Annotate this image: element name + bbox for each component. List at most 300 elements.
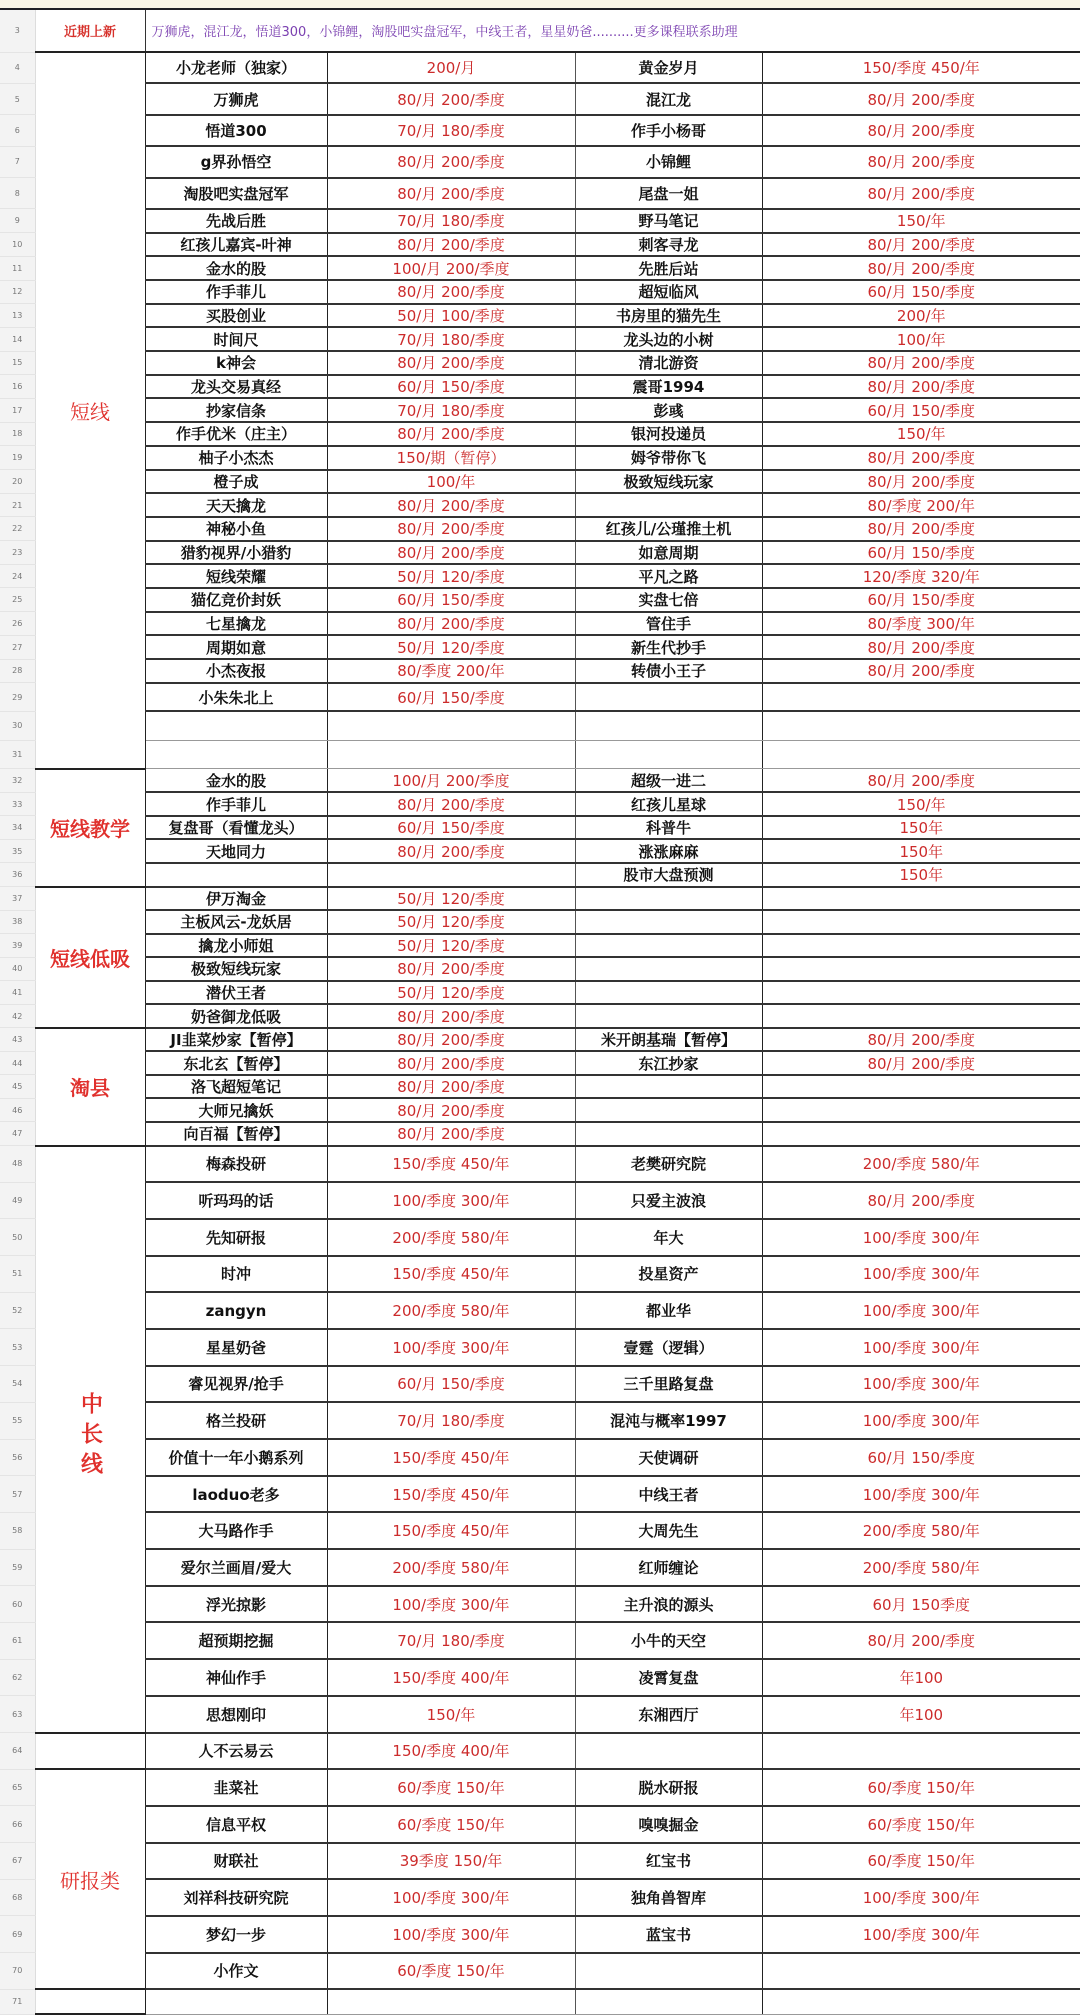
course-price-cell[interactable]: 70/月 180/季度 — [327, 1402, 575, 1439]
course-name-cell[interactable] — [575, 934, 762, 958]
course-price-cell[interactable]: 60/月 150/季度 — [762, 280, 1080, 304]
course-price-cell[interactable] — [762, 1075, 1080, 1099]
course-price-cell[interactable]: 100/季度 300/年 — [762, 1402, 1080, 1439]
course-price-cell[interactable]: 50/月 120/季度 — [327, 887, 575, 911]
course-name-cell[interactable]: 洛飞超短笔记 — [145, 1075, 327, 1099]
row-number[interactable]: 35 — [0, 839, 35, 863]
course-price-cell[interactable]: 80/月 200/季度 — [762, 233, 1080, 257]
course-name-cell[interactable]: 书房里的猫先生 — [575, 304, 762, 328]
category-cell[interactable] — [35, 1028, 145, 1146]
row-number[interactable]: 23 — [0, 541, 35, 565]
course-name-cell[interactable]: 大周先生 — [575, 1512, 762, 1549]
course-price-cell[interactable]: 50/月 120/季度 — [327, 564, 575, 588]
course-price-cell[interactable]: 80/月 200/季度 — [762, 1028, 1080, 1052]
course-name-cell[interactable]: 梅森投研 — [145, 1146, 327, 1183]
course-price-cell[interactable]: 200/季度 580/年 — [327, 1219, 575, 1256]
course-price-cell[interactable]: 39季度 150/年 — [327, 1843, 575, 1880]
course-price-cell[interactable]: 80/月 200/季度 — [762, 769, 1080, 793]
course-price-cell[interactable]: 80/月 200/季度 — [327, 612, 575, 636]
course-price-cell[interactable]: 60/季度 150/年 — [762, 1843, 1080, 1880]
course-price-cell[interactable]: 80/月 200/季度 — [327, 541, 575, 565]
row-number[interactable]: 42 — [0, 1004, 35, 1028]
course-name-cell[interactable]: 柚子小杰杰 — [145, 446, 327, 470]
course-name-cell[interactable]: 壹霆（逻辑） — [575, 1329, 762, 1366]
row-number[interactable]: 20 — [0, 470, 35, 494]
course-price-cell[interactable]: 60/月 150/季度 — [327, 683, 575, 712]
course-name-cell[interactable]: 潜伏王者 — [145, 981, 327, 1005]
course-price-cell[interactable]: 80/月 200/季度 — [762, 446, 1080, 470]
course-price-cell[interactable]: 80/月 200/季度 — [762, 1182, 1080, 1219]
row-number[interactable]: 69 — [0, 1916, 35, 1953]
course-name-cell[interactable]: 如意周期 — [575, 541, 762, 565]
course-price-cell[interactable]: 80/月 200/季度 — [327, 1028, 575, 1052]
course-price-cell[interactable]: 60/季度 150/年 — [327, 1806, 575, 1843]
course-name-cell[interactable]: 震哥1994 — [575, 375, 762, 399]
course-price-cell[interactable] — [327, 740, 575, 769]
course-name-cell[interactable]: 科普牛 — [575, 816, 762, 840]
course-price-cell[interactable]: 年100 — [762, 1659, 1080, 1696]
course-price-cell[interactable] — [762, 1733, 1080, 1770]
course-name-cell[interactable] — [575, 1075, 762, 1099]
course-name-cell[interactable]: k神会 — [145, 351, 327, 375]
course-price-cell[interactable]: 60/月 150/季度 — [327, 375, 575, 399]
row-number[interactable]: 50 — [0, 1219, 35, 1256]
course-price-cell[interactable]: 100/季度 300/年 — [762, 1366, 1080, 1403]
course-price-cell[interactable]: 150/年 — [327, 1696, 575, 1733]
course-price-cell[interactable]: 80/月 200/季度 — [327, 1051, 575, 1075]
course-name-cell[interactable]: 先战后胜 — [145, 209, 327, 233]
course-name-cell[interactable]: 时冲 — [145, 1256, 327, 1293]
course-name-cell[interactable]: 姆爷带你飞 — [575, 446, 762, 470]
course-price-cell[interactable]: 60/月 150/季度 — [762, 1439, 1080, 1476]
row-number[interactable]: 11 — [0, 256, 35, 280]
course-name-cell[interactable]: 金水的股 — [145, 769, 327, 793]
course-name-cell[interactable]: zangyn — [145, 1292, 327, 1329]
course-price-cell[interactable]: 100/季度 300/年 — [327, 1586, 575, 1623]
course-price-cell[interactable]: 150/年 — [762, 792, 1080, 816]
row-number[interactable]: 40 — [0, 957, 35, 981]
course-name-cell[interactable]: 猫亿竞价封妖 — [145, 588, 327, 612]
course-price-cell[interactable]: 80/月 200/季度 — [327, 957, 575, 981]
course-price-cell[interactable]: 100/月 200/季度 — [327, 256, 575, 280]
course-price-cell[interactable]: 150/季度 450/年 — [327, 1256, 575, 1293]
course-price-cell[interactable] — [762, 740, 1080, 769]
course-price-cell[interactable]: 100/年 — [762, 327, 1080, 351]
course-price-cell[interactable]: 80/季度 300/年 — [762, 612, 1080, 636]
course-name-cell[interactable] — [145, 863, 327, 887]
course-name-cell[interactable]: 周期如意 — [145, 635, 327, 659]
course-price-cell[interactable]: 80/月 200/季度 — [762, 178, 1080, 209]
course-price-cell[interactable]: 80/月 200/季度 — [762, 659, 1080, 683]
row-number[interactable]: 44 — [0, 1051, 35, 1075]
row-number[interactable]: 6 — [0, 115, 35, 146]
course-name-cell[interactable]: 超级一进二 — [575, 769, 762, 793]
course-name-cell[interactable]: 三千里路复盘 — [575, 1366, 762, 1403]
row-number[interactable]: 63 — [0, 1696, 35, 1733]
course-price-cell[interactable]: 150年 — [762, 863, 1080, 887]
course-price-cell[interactable]: 60/月 150/季度 — [762, 541, 1080, 565]
course-price-cell[interactable]: 150/期（暂停） — [327, 446, 575, 470]
course-name-cell[interactable]: 人不云易云 — [145, 1733, 327, 1770]
course-name-cell[interactable]: 格兰投研 — [145, 1402, 327, 1439]
course-name-cell[interactable]: 向百福【暂停】 — [145, 1122, 327, 1146]
row-number[interactable]: 65 — [0, 1769, 35, 1806]
course-price-cell[interactable]: 150/季度 400/年 — [327, 1659, 575, 1696]
course-name-cell[interactable]: 刘祥科技研究院 — [145, 1879, 327, 1916]
course-price-cell[interactable] — [327, 1989, 575, 2014]
course-price-cell[interactable]: 50/月 120/季度 — [327, 934, 575, 958]
course-name-cell[interactable]: 先知研报 — [145, 1219, 327, 1256]
category-cell[interactable] — [35, 52, 145, 769]
row-number[interactable]: 57 — [0, 1476, 35, 1513]
course-name-cell[interactable]: 实盘七倍 — [575, 588, 762, 612]
course-price-cell[interactable]: 150/季度 450/年 — [327, 1146, 575, 1183]
course-name-cell[interactable]: 刺客寻龙 — [575, 233, 762, 257]
course-name-cell[interactable]: 天地同力 — [145, 839, 327, 863]
category-cell[interactable] — [35, 887, 145, 1028]
course-price-cell[interactable]: 120/季度 320/年 — [762, 564, 1080, 588]
course-price-cell[interactable]: 80/月 200/季度 — [762, 1051, 1080, 1075]
course-name-cell[interactable]: 年大 — [575, 1219, 762, 1256]
course-price-cell[interactable] — [762, 683, 1080, 712]
course-price-cell[interactable]: 80/月 200/季度 — [327, 1004, 575, 1028]
course-price-cell[interactable] — [762, 1098, 1080, 1122]
course-price-cell[interactable]: 150/季度 450/年 — [327, 1512, 575, 1549]
category-cell[interactable] — [35, 1733, 145, 1770]
row-number[interactable]: 16 — [0, 375, 35, 399]
row-number[interactable]: 68 — [0, 1879, 35, 1916]
course-name-cell[interactable]: 万狮虎 — [145, 83, 327, 114]
course-price-cell[interactable] — [762, 957, 1080, 981]
course-price-cell[interactable] — [762, 1989, 1080, 2014]
course-price-cell[interactable]: 80/月 200/季度 — [762, 635, 1080, 659]
course-price-cell[interactable]: 200/季度 580/年 — [327, 1292, 575, 1329]
course-name-cell[interactable]: 听玛玛的话 — [145, 1182, 327, 1219]
row-number[interactable]: 71 — [0, 1989, 35, 2014]
course-price-cell[interactable]: 200/季度 580/年 — [762, 1512, 1080, 1549]
course-name-cell[interactable]: 黄金岁月 — [575, 52, 762, 83]
row-number[interactable]: 29 — [0, 683, 35, 712]
course-name-cell[interactable]: 猎豹视界/小猎豹 — [145, 541, 327, 565]
recent-new-label[interactable]: 近期上新 — [35, 10, 145, 52]
course-name-cell[interactable]: 红师缠论 — [575, 1549, 762, 1586]
course-name-cell[interactable]: 红孩儿星球 — [575, 792, 762, 816]
course-name-cell[interactable] — [575, 1004, 762, 1028]
course-price-cell[interactable]: 80/季度 200/年 — [327, 659, 575, 683]
course-name-cell[interactable]: 天使调研 — [575, 1439, 762, 1476]
course-price-cell[interactable]: 80/月 200/季度 — [762, 470, 1080, 494]
row-number[interactable]: 18 — [0, 422, 35, 446]
course-name-cell[interactable]: 悟道300 — [145, 115, 327, 146]
course-price-cell[interactable]: 80/月 200/季度 — [327, 146, 575, 177]
course-price-cell[interactable]: 70/月 180/季度 — [327, 1622, 575, 1659]
course-name-cell[interactable]: 嗅嗅掘金 — [575, 1806, 762, 1843]
course-price-cell[interactable]: 200/季度 580/年 — [327, 1549, 575, 1586]
course-price-cell[interactable]: 80/月 200/季度 — [762, 1622, 1080, 1659]
course-name-cell[interactable]: 新生代抄手 — [575, 635, 762, 659]
course-price-cell[interactable]: 50/月 120/季度 — [327, 635, 575, 659]
course-price-cell[interactable]: 150/季度 450/年 — [327, 1439, 575, 1476]
course-price-cell[interactable]: 100/季度 300/年 — [762, 1256, 1080, 1293]
course-name-cell[interactable] — [575, 1098, 762, 1122]
course-name-cell[interactable]: 淘股吧实盘冠军 — [145, 178, 327, 209]
course-name-cell[interactable]: 超短临风 — [575, 280, 762, 304]
row-number[interactable]: 48 — [0, 1146, 35, 1183]
course-price-cell[interactable]: 60/季度 150/年 — [762, 1769, 1080, 1806]
course-name-cell[interactable]: 时间尺 — [145, 327, 327, 351]
category-cell[interactable] — [35, 1146, 145, 1733]
course-price-cell[interactable]: 100/季度 300/年 — [327, 1879, 575, 1916]
course-price-cell[interactable]: 100/季度 300/年 — [762, 1292, 1080, 1329]
course-name-cell[interactable]: 投星资产 — [575, 1256, 762, 1293]
course-name-cell[interactable]: 清北游资 — [575, 351, 762, 375]
course-price-cell[interactable]: 200/月 — [327, 52, 575, 83]
course-price-cell[interactable]: 200/年 — [762, 304, 1080, 328]
course-name-cell[interactable]: 转债小王子 — [575, 659, 762, 683]
course-price-cell[interactable]: 100/季度 300/年 — [327, 1182, 575, 1219]
course-price-cell[interactable]: 100/月 200/季度 — [327, 769, 575, 793]
row-number[interactable]: 54 — [0, 1366, 35, 1403]
course-price-cell[interactable]: 60/月 150/季度 — [327, 816, 575, 840]
course-name-cell[interactable]: 龙头边的小树 — [575, 327, 762, 351]
course-price-cell[interactable]: 70/月 180/季度 — [327, 398, 575, 422]
course-name-cell[interactable]: 蓝宝书 — [575, 1916, 762, 1953]
course-name-cell[interactable]: 红宝书 — [575, 1843, 762, 1880]
course-price-cell[interactable]: 60/季度 150/年 — [327, 1953, 575, 1990]
row-number[interactable]: 30 — [0, 711, 35, 740]
course-price-cell[interactable] — [762, 887, 1080, 911]
course-price-cell[interactable]: 80/月 200/季度 — [327, 839, 575, 863]
course-name-cell[interactable]: 韭菜社 — [145, 1769, 327, 1806]
course-price-cell[interactable]: 150/年 — [762, 209, 1080, 233]
course-price-cell[interactable]: 100/季度 300/年 — [762, 1219, 1080, 1256]
course-name-cell[interactable]: 价值十一年小鹅系列 — [145, 1439, 327, 1476]
row-number[interactable]: 62 — [0, 1659, 35, 1696]
row-number[interactable]: 51 — [0, 1256, 35, 1293]
course-name-cell[interactable]: 只爱主波浪 — [575, 1182, 762, 1219]
course-name-cell[interactable]: 极致短线玩家 — [575, 470, 762, 494]
course-name-cell[interactable]: 浮光掠影 — [145, 1586, 327, 1623]
row-number[interactable]: 38 — [0, 910, 35, 934]
course-price-cell[interactable]: 80/月 200/季度 — [762, 351, 1080, 375]
course-name-cell[interactable] — [575, 1953, 762, 1990]
course-price-cell[interactable]: 50/月 120/季度 — [327, 910, 575, 934]
course-name-cell[interactable]: 短线荣耀 — [145, 564, 327, 588]
course-price-cell[interactable]: 150年 — [762, 839, 1080, 863]
row-number[interactable]: 31 — [0, 740, 35, 769]
course-name-cell[interactable]: 作手菲儿 — [145, 280, 327, 304]
course-price-cell[interactable]: 80/月 200/季度 — [762, 517, 1080, 541]
course-name-cell[interactable]: 中线王者 — [575, 1476, 762, 1513]
course-name-cell[interactable]: 七星擒龙 — [145, 612, 327, 636]
course-name-cell[interactable]: 财联社 — [145, 1843, 327, 1880]
recent-new-text[interactable]: 万狮虎，混江龙，悟道300，小锦鲤，淘股吧实盘冠军，中线王者，星星奶爸..........更多课程联系助理 — [145, 10, 1080, 52]
course-name-cell[interactable]: 东江抄家 — [575, 1051, 762, 1075]
course-name-cell[interactable]: 独角兽智库 — [575, 1879, 762, 1916]
course-price-cell[interactable] — [762, 934, 1080, 958]
course-price-cell[interactable]: 80/月 200/季度 — [327, 83, 575, 114]
row-number[interactable]: 45 — [0, 1075, 35, 1099]
course-price-cell[interactable]: 150/年 — [762, 422, 1080, 446]
course-name-cell[interactable]: 复盘哥（看懂龙头） — [145, 816, 327, 840]
course-price-cell[interactable] — [762, 1953, 1080, 1990]
row-number[interactable]: 70 — [0, 1953, 35, 1990]
row-number[interactable]: 7 — [0, 146, 35, 177]
course-price-cell[interactable]: 150/季度 450/年 — [327, 1476, 575, 1513]
row-number[interactable]: 4 — [0, 52, 35, 83]
course-name-cell[interactable]: 大师兄擒妖 — [145, 1098, 327, 1122]
course-price-cell[interactable]: 80/月 200/季度 — [762, 146, 1080, 177]
course-name-cell[interactable]: 星星奶爸 — [145, 1329, 327, 1366]
course-price-cell[interactable]: 200/季度 580/年 — [762, 1549, 1080, 1586]
course-price-cell[interactable]: 80/月 200/季度 — [762, 83, 1080, 114]
course-name-cell[interactable]: 主板风云-龙妖居 — [145, 910, 327, 934]
course-name-cell[interactable]: 超预期挖掘 — [145, 1622, 327, 1659]
row-number[interactable]: 55 — [0, 1402, 35, 1439]
row-number[interactable]: 41 — [0, 981, 35, 1005]
row-number[interactable]: 32 — [0, 769, 35, 793]
course-name-cell[interactable]: 小锦鲤 — [575, 146, 762, 177]
course-price-cell[interactable]: 70/月 180/季度 — [327, 327, 575, 351]
course-price-cell[interactable]: 80/月 200/季度 — [327, 517, 575, 541]
row-number[interactable]: 43 — [0, 1028, 35, 1052]
course-price-cell[interactable]: 150/季度 400/年 — [327, 1733, 575, 1770]
course-name-cell[interactable]: 银河投递员 — [575, 422, 762, 446]
category-cell[interactable] — [35, 1769, 145, 1989]
course-name-cell[interactable]: 东湘西厅 — [575, 1696, 762, 1733]
course-price-cell[interactable] — [762, 1122, 1080, 1146]
course-name-cell[interactable]: 小龙老师（独家） — [145, 52, 327, 83]
course-name-cell[interactable]: laoduo老多 — [145, 1476, 327, 1513]
course-name-cell[interactable]: 金水的股 — [145, 256, 327, 280]
course-price-cell[interactable]: 70/月 180/季度 — [327, 209, 575, 233]
row-number[interactable]: 13 — [0, 304, 35, 328]
course-price-cell[interactable]: 60/季度 150/年 — [327, 1769, 575, 1806]
course-price-cell[interactable]: 100/季度 300/年 — [762, 1329, 1080, 1366]
course-name-cell[interactable]: 作手菲儿 — [145, 792, 327, 816]
row-number[interactable]: 24 — [0, 564, 35, 588]
course-name-cell[interactable]: 野马笔记 — [575, 209, 762, 233]
row-number[interactable]: 39 — [0, 934, 35, 958]
row-number[interactable]: 22 — [0, 517, 35, 541]
row-number[interactable]: 64 — [0, 1733, 35, 1770]
row-number[interactable]: 36 — [0, 863, 35, 887]
course-price-cell[interactable] — [327, 863, 575, 887]
course-price-cell[interactable] — [327, 711, 575, 740]
category-cell[interactable] — [35, 769, 145, 887]
row-number[interactable]: 3 — [0, 10, 35, 52]
row-number[interactable]: 60 — [0, 1586, 35, 1623]
course-price-cell[interactable]: 60/月 150/季度 — [327, 1366, 575, 1403]
row-number[interactable]: 52 — [0, 1292, 35, 1329]
course-price-cell[interactable]: 100/季度 300/年 — [762, 1879, 1080, 1916]
course-name-cell[interactable]: 伊万淘金 — [145, 887, 327, 911]
course-name-cell[interactable]: 混沌与概率1997 — [575, 1402, 762, 1439]
course-price-cell[interactable]: 年100 — [762, 1696, 1080, 1733]
course-name-cell[interactable]: 神秘小鱼 — [145, 517, 327, 541]
course-name-cell[interactable] — [575, 740, 762, 769]
course-price-cell[interactable] — [762, 981, 1080, 1005]
course-price-cell[interactable]: 150/季度 450/年 — [762, 52, 1080, 83]
course-price-cell[interactable]: 60/月 150/季度 — [327, 588, 575, 612]
course-price-cell[interactable]: 100/季度 300/年 — [762, 1916, 1080, 1953]
course-price-cell[interactable]: 80/月 200/季度 — [762, 256, 1080, 280]
course-name-cell[interactable]: 天天擒龙 — [145, 493, 327, 517]
course-name-cell[interactable] — [575, 887, 762, 911]
row-number[interactable]: 14 — [0, 327, 35, 351]
course-name-cell[interactable]: 凌霄复盘 — [575, 1659, 762, 1696]
course-name-cell[interactable]: JI韭菜炒家【暂停】 — [145, 1028, 327, 1052]
row-number[interactable]: 66 — [0, 1806, 35, 1843]
course-name-cell[interactable]: 买股创业 — [145, 304, 327, 328]
course-price-cell[interactable]: 80/季度 200/年 — [762, 493, 1080, 517]
row-number[interactable]: 28 — [0, 659, 35, 683]
course-price-cell[interactable]: 80/月 200/季度 — [327, 351, 575, 375]
course-price-cell[interactable]: 150年 — [762, 816, 1080, 840]
row-number[interactable]: 56 — [0, 1439, 35, 1476]
course-name-cell[interactable] — [145, 740, 327, 769]
course-price-cell[interactable] — [762, 711, 1080, 740]
row-number[interactable]: 67 — [0, 1843, 35, 1880]
course-name-cell[interactable]: 作手小杨哥 — [575, 115, 762, 146]
course-name-cell[interactable]: 爱尔兰画眉/爱大 — [145, 1549, 327, 1586]
course-price-cell[interactable]: 80/月 200/季度 — [762, 375, 1080, 399]
course-name-cell[interactable]: 梦幻一步 — [145, 1916, 327, 1953]
course-name-cell[interactable]: 脱水研报 — [575, 1769, 762, 1806]
course-name-cell[interactable]: 小朱朱北上 — [145, 683, 327, 712]
course-price-cell[interactable]: 80/月 200/季度 — [327, 280, 575, 304]
row-number[interactable]: 10 — [0, 233, 35, 257]
course-price-cell[interactable]: 80/月 200/季度 — [327, 1122, 575, 1146]
row-number[interactable]: 9 — [0, 209, 35, 233]
course-name-cell[interactable] — [575, 1122, 762, 1146]
course-name-cell[interactable]: 都业华 — [575, 1292, 762, 1329]
course-price-cell[interactable]: 80/月 200/季度 — [327, 792, 575, 816]
course-price-cell[interactable]: 100/季度 300/年 — [327, 1916, 575, 1953]
course-price-cell[interactable]: 100/季度 300/年 — [327, 1329, 575, 1366]
row-number[interactable]: 58 — [0, 1512, 35, 1549]
course-price-cell[interactable]: 60/月 150/季度 — [762, 398, 1080, 422]
course-name-cell[interactable]: 主升浪的源头 — [575, 1586, 762, 1623]
course-name-cell[interactable] — [575, 683, 762, 712]
course-price-cell[interactable]: 70/月 180/季度 — [327, 115, 575, 146]
course-name-cell[interactable]: g界孙悟空 — [145, 146, 327, 177]
course-name-cell[interactable]: 米开朗基瑞【暂停】 — [575, 1028, 762, 1052]
row-number[interactable]: 47 — [0, 1122, 35, 1146]
course-name-cell[interactable]: 抄家信条 — [145, 398, 327, 422]
course-name-cell[interactable]: 小作文 — [145, 1953, 327, 1990]
course-price-cell[interactable]: 80/月 200/季度 — [327, 493, 575, 517]
course-price-cell[interactable] — [762, 1004, 1080, 1028]
course-name-cell[interactable] — [575, 981, 762, 1005]
row-number[interactable]: 37 — [0, 887, 35, 911]
course-price-cell[interactable]: 50/月 100/季度 — [327, 304, 575, 328]
course-name-cell[interactable]: 股市大盘预测 — [575, 863, 762, 887]
course-name-cell[interactable]: 小杰夜报 — [145, 659, 327, 683]
course-price-cell[interactable]: 200/季度 580/年 — [762, 1146, 1080, 1183]
course-price-cell[interactable]: 50/月 120/季度 — [327, 981, 575, 1005]
course-name-cell[interactable]: 老樊研究院 — [575, 1146, 762, 1183]
course-price-cell[interactable]: 80/月 200/季度 — [327, 1075, 575, 1099]
row-number[interactable]: 27 — [0, 635, 35, 659]
course-name-cell[interactable]: 作手优米（庄主） — [145, 422, 327, 446]
course-price-cell[interactable]: 60月 150季度 — [762, 1586, 1080, 1623]
category-cell[interactable] — [35, 1989, 145, 2014]
row-number[interactable]: 15 — [0, 351, 35, 375]
row-number[interactable]: 26 — [0, 612, 35, 636]
course-price-cell[interactable]: 80/月 200/季度 — [327, 422, 575, 446]
course-name-cell[interactable]: 信息平权 — [145, 1806, 327, 1843]
